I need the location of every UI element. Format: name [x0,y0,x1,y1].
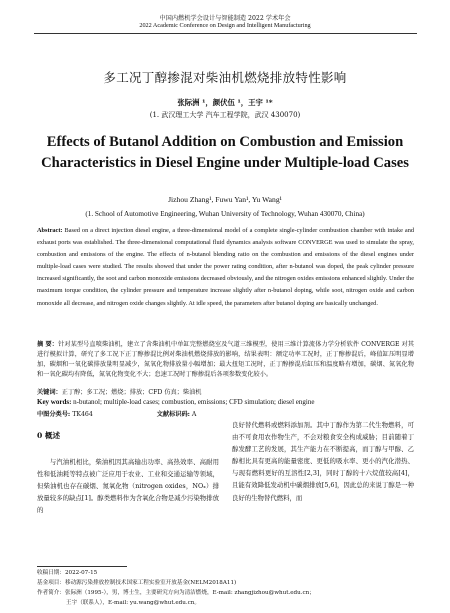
footnote-rule [37,566,127,567]
authors-cn: 张际洲 ¹，颜伏伍 ¹，王宇 ¹* [177,98,273,107]
abstract-en-label: Abstract: [37,227,63,234]
footnote-fund: 基金项目：移动源污染排放控制技术国家工程实验室开放基金(NELM2018A11) [37,580,237,586]
affiliation-en: (1. School of Automotive Engineering, Wuhan University of Technology, Wuhan 430070, China) [85,210,365,218]
footnote-corresponding: 王宇（联系人），E-mail: yu.wang@whut.edu.cn。 [66,600,200,606]
footnote-author: 作者简介：张际洲（1995-），男，博士生，主要研究方向为清洁燃烧，E-mail: zhangjizhou@whut.edu.cn； [37,590,315,596]
body-left-column: 与汽油机相比，柴油机因其高输出功率、高热效率、高耐用性和低油耗等特点被广泛应用于农业、工业和交通运输等领域，但柴油机也存在碳烟、氮氧化物（nitrogen oxides，NOₓ）排放量较多的缺点[1]。醇类燃料作为含氧化合物是减少污染物排放的 [37,458,219,515]
title-en: Effects of Butanol Addition on Combustion and Emission Characteristics in Diesel Engine under Multiple-load Cases [41,134,409,171]
doc-code-value: A [191,411,197,418]
clc-label: 中图分类号: [37,411,71,418]
keywords-cn-text: 正丁醇；多工况；燃烧；排放；CFD 仿真；柴油机 [61,389,202,396]
running-header-en: 2022 Academic Conference on Design and Intelligent Manufacturing [139,22,311,29]
footnote-received: 收稿日期：2022-07-15 [37,570,98,576]
keywords-en [37,398,414,406]
abstract-cn-text: 针对某型号直喷柴油机，建立了含柴油机中单缸完整燃烧室及气道三维模型，使用三维计算流体力学分析软件 CONVERGE 对其进行模拟计算，研究了多工况下正丁醇掺混比例对柴油机燃烧排放的影响，结果表明：额定功率工况时，正丁醇掺混后，峰值缸压明显增加，碳烟和一氧化碳排放量明显减少，氮氧化物排放量小幅增加；最大扭矩工况时，正丁醇掺混后缸压和温度略有增加，碳烟、氮氧化物和一氧化碳均有降低，氮氧化物变化不大；怠速工况时丁醇掺混后各项参数变化较小。 [37,341,414,378]
keywords-cn [37,387,414,396]
title-cn: 多工况丁醇掺混对柴油机燃烧排放特性影响 [103,70,347,85]
keywords-en-label: Key words: [37,398,72,406]
body-right-column: 良好替代燃料或燃料添加剂。其中丁醇作为第二代生物燃料，可由不可食用农作物生产，不会对粮食安全构成威胁；目前随着丁醇发酵工艺的发展，其生产能力在不断提高，而丁醇与甲醇、乙醇相比具有更高的能量密度、更低的吸水率、更小的汽化潜热、与现有燃料更好的互溶性[2,3]，同时丁醇的十六烷值较高[4]，且能有效降低发动机中碳烟排放[5,6]，因此总的来说丁醇是一种良好的生物替代燃料，而 [232,421,414,502]
abstract-en-text: Based on a direct injection diesel engine, a three-dimensional model of a complete single-cylinder combustion chamber with intake and exhaust ports was established. The three-dimensional computational fluid dynamics analysis software CONVERGE was used to simulate the spray, combustion and emissions of the engine. The effects of n-butanol blending ratio on the combustion and emissions of the diesel engines under multiple-load cases were studied. The results showed that under the power rating condition, after n-butanol was doped, the peak cylinder pressure increased significantly, the soot and carbon monoxide emissions decreased obviously, and the nitrogen oxides emissions enhanced slightly. Under the maximum torque condition, the cylinder pressure and temperature increase slightly after n-butanol doping, while soot, nitrogen oxide and carbon monoxide all decrease, and nitrogen oxide changes slightly. At idle speed, the parameters after butanol doping are basically unchanged. [37,227,414,307]
authors-en: Jizhou Zhang¹, Fuwu Yan¹, Yu Wang¹ [168,195,282,204]
running-header-cn: 中国内燃机学会设计与智能制造 2022 学术年会 [159,15,291,22]
header-rule [34,33,417,34]
clc-value: TK464 [72,411,93,418]
doc-code-label: 文献标识码: [156,411,190,418]
affiliation-cn: (1. 武汉理工大学 汽车工程学院，武汉 430070) [149,111,301,119]
abstract-cn [37,340,414,380]
keywords-cn-label: 关键词： [37,389,62,396]
abstract-cn-label: 摘 要： [37,341,59,348]
abstract-en [37,225,414,310]
section-heading: 0 概述 [37,431,61,440]
classification-line [37,409,414,418]
keywords-en-text: n-butanol; multiple-load cases; combustion, emissions; CFD simulation; diesel engine [73,398,315,406]
